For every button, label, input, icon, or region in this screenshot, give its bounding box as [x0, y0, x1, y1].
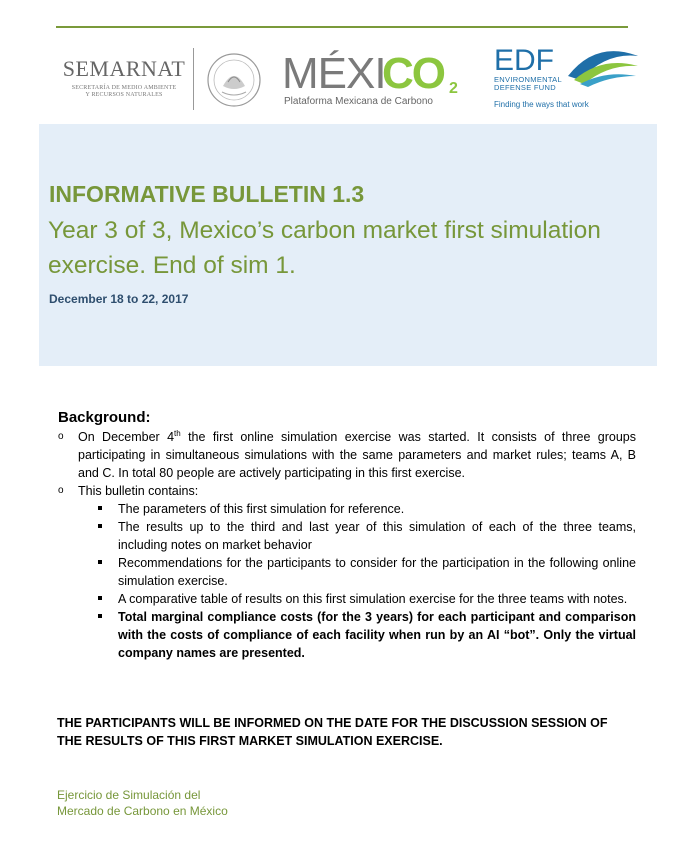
semarnat-logo — [56, 58, 192, 99]
square-bullet-icon — [98, 560, 102, 564]
list-item — [118, 518, 636, 554]
contents-item-text: A comparative table of results on this first simulation exercise for the three teams with notes. — [118, 592, 628, 606]
background-heading: Background: — [58, 409, 151, 426]
square-bullet-icon — [98, 596, 102, 600]
co-word: CO — [382, 49, 444, 98]
list-item — [56, 482, 636, 500]
list-item — [118, 554, 636, 590]
square-bullet-icon — [98, 506, 102, 510]
edf-subtitle-line2: DEFENSE FUND — [494, 83, 556, 92]
edf-subtitle-line1: ENVIRONMENTAL — [494, 75, 562, 84]
background-content — [56, 428, 636, 662]
semarnat-subtitle-line1: SECRETARÍA DE MEDIO AMBIENTE — [71, 85, 177, 91]
footer-line1: Ejercicio de Simulación del — [57, 788, 201, 802]
bulletin-subtitle: Year 3 of 3, Mexico’s carbon market first simulation exercise. End of sim 1. — [48, 217, 601, 279]
contents-item-text: Recommendations for the participants to consider for the participation in the following online simulation exercise. — [118, 556, 636, 588]
mexico-seal-icon — [206, 52, 262, 108]
list-item — [118, 590, 636, 608]
item2-text: This bulletin contains: — [78, 484, 199, 498]
mexico-word: MÉXI — [282, 49, 386, 98]
edf-swoosh-icon — [566, 46, 640, 88]
logo-divider — [193, 48, 194, 110]
bulletin-title: INFORMATIVE BULLETIN 1.3 — [49, 181, 365, 207]
edf-subtitle — [494, 76, 562, 92]
semarnat-subtitle-line2: Y RECURSOS NATURALES — [85, 92, 163, 98]
semarnat-subtitle — [56, 85, 192, 99]
footer — [57, 787, 228, 819]
top-rule — [56, 26, 628, 28]
square-bullet-icon — [98, 524, 102, 528]
edf-name: EDF — [494, 44, 554, 77]
mexico-co2-tagline: Plataforma Mexicana de Carbono — [284, 96, 433, 107]
edf-logo — [494, 46, 644, 112]
edf-tagline: Finding the ways that work — [494, 100, 589, 109]
mexico-co2-logo — [282, 49, 462, 108]
footer-line2: Mercado de Carbono en México — [57, 804, 228, 818]
square-bullet-icon — [98, 614, 102, 618]
item1-text-start: On December 4 — [78, 430, 175, 444]
item1-superscript: th — [174, 428, 181, 438]
bulletin-contents-list — [56, 500, 636, 662]
list-item — [118, 608, 636, 662]
contents-item-text: The parameters of this first simulation for reference. — [118, 502, 405, 516]
co2-subscript: 2 — [449, 80, 458, 97]
semarnat-name: SEMARNAT — [62, 56, 186, 81]
contents-item-text: Total marginal compliance costs (for the 3 years) for each participant and comparison with the costs of compliance of each facility when run by an AI “bot”. Only the virtual company names are presented. — [118, 610, 636, 660]
participants-notice: THE PARTICIPANTS WILL BE INFORMED ON THE DATE FOR THE DISCUSSION SESSION OF THE RESULTS OF THIS FIRST MARKET SIMULATION EXERCISE. — [57, 716, 608, 748]
circle-bullet-icon: o — [58, 485, 64, 496]
list-item — [118, 500, 636, 518]
circle-bullet-icon: o — [58, 431, 64, 442]
contents-item-text: The results up to the third and last year of this simulation of each of the three teams, including notes on market behavior — [118, 520, 636, 552]
list-item — [56, 428, 636, 482]
item1-text-end: the first online simulation exercise was started. It consists of three groups participating in simultaneous simulations with the same parameters and market rules; teams A, B and C. In total 80 people are actively participating in this first exercise. — [78, 430, 636, 480]
bulletin-date: December 18 to 22, 2017 — [49, 292, 189, 306]
